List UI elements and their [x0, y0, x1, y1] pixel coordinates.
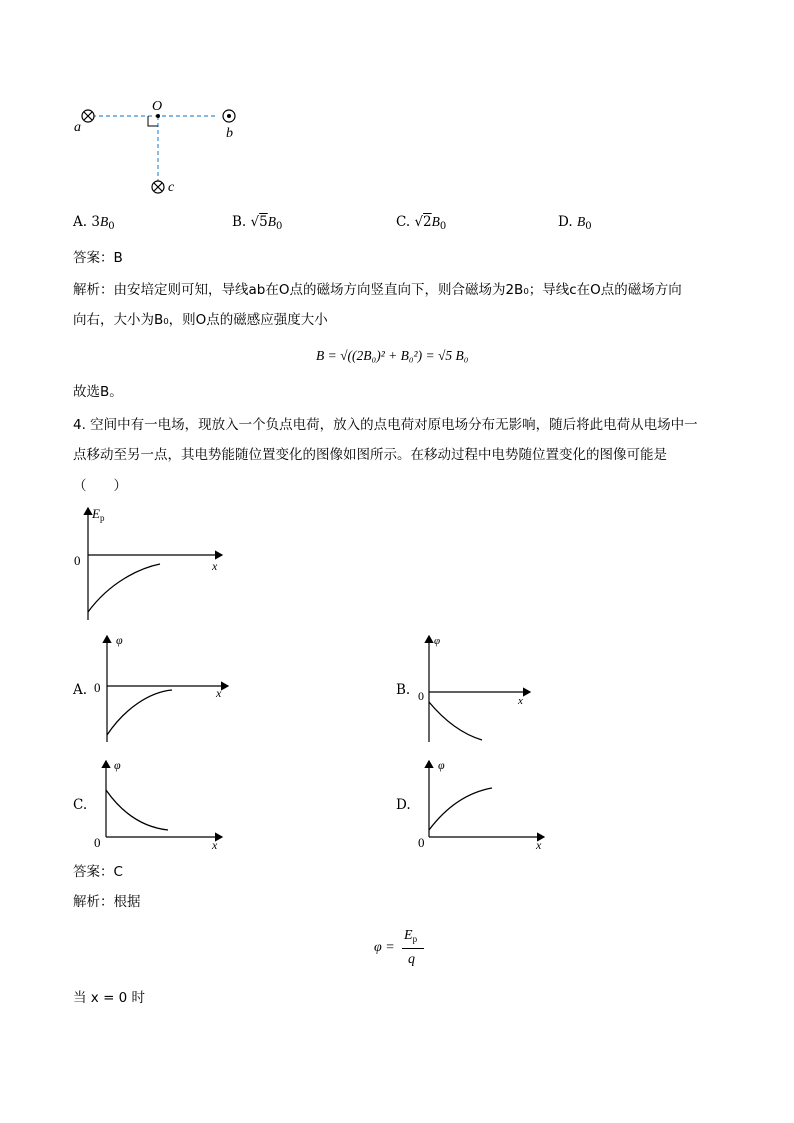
q4-option-d-label: D.: [396, 797, 411, 813]
x-label: x: [216, 686, 222, 700]
origin-label: 0: [94, 680, 101, 695]
q3-analysis-line-2: 向右，大小为B₀，则O点的磁感应强度大小: [73, 312, 328, 328]
q4-option-b-graph: [412, 630, 542, 748]
phi-curve: [107, 690, 172, 735]
q4-option-b-label: B.: [396, 682, 411, 698]
x-label: x: [536, 838, 542, 850]
q3-option-c: C. $√2B_0$: [396, 214, 447, 232]
q3-option-b: B. $√5B_0$: [232, 214, 283, 232]
fraction-bar: [402, 948, 424, 949]
y-label: $E_p$: [92, 506, 105, 523]
origin-label: 0: [418, 689, 424, 703]
ep-curve: [88, 564, 160, 612]
q3-option-a-value: $3B_0$: [91, 214, 115, 232]
q4-last-line: 当 x = 0 时: [73, 990, 146, 1006]
origin-label: 0: [94, 835, 101, 850]
phi-curve: [106, 790, 168, 830]
label-b: b: [226, 126, 233, 141]
q4-option-d-graph: [412, 755, 552, 850]
formula-numerator: $E_p$: [404, 928, 418, 944]
label-o: O: [152, 99, 163, 114]
label-c: c: [168, 180, 175, 195]
y-label: φ: [116, 633, 123, 647]
q4-formula: [374, 928, 434, 972]
q3-formula: B = √((2B₀)² + B₀²) = √5 B₀: [316, 348, 469, 363]
q3-answer: 答案：B: [73, 250, 123, 266]
wire-figure: [60, 95, 260, 205]
q3-conclusion: 故选B。: [73, 384, 123, 400]
wire-a-into-page-icon: [82, 110, 94, 122]
right-angle-mark: [148, 116, 158, 126]
formula-lhs: φ =: [374, 940, 395, 955]
x-label: x: [212, 838, 218, 850]
q4-stem-line-2: 点移动至另一点，其电势能随位置变化的图像如图所示。在移动过程中电势随位置变化的图像可能是: [73, 447, 667, 463]
origin-label: 0: [74, 553, 81, 568]
q3-option-a: A. $3B_0$: [73, 214, 115, 232]
origin-label: 0: [418, 835, 425, 850]
x-label: x: [212, 559, 218, 573]
q4-answer: 答案：C: [73, 864, 123, 880]
q4-stem-line-1: 4. 空间中有一电场，现放入一个负点电荷，放入的点电荷对原电场分布无影响，随后将此电荷从电场中一: [73, 417, 698, 433]
label-a: a: [74, 120, 81, 135]
phi-curve: [429, 788, 492, 830]
q4-analysis-line-1: 解析：根据: [73, 894, 141, 910]
point-o: [156, 114, 160, 118]
q3-analysis-line-1: 解析：由安培定则可知，导线ab在O点的磁场方向竖直向下，则合磁场为2B₀；导线c在O点的磁场方向: [73, 282, 682, 298]
wire-b-out-of-page-icon: [223, 110, 235, 122]
x-label: x: [518, 695, 523, 707]
y-label: φ: [434, 635, 441, 647]
q4-option-a-graph: [90, 630, 240, 748]
q3-option-d: D. $B_0$: [558, 214, 592, 232]
q4-option-c-label: C.: [73, 797, 88, 813]
phi-curve: [429, 702, 482, 740]
q4-option-a-label: A.: [73, 682, 88, 698]
y-label: φ: [114, 758, 121, 772]
formula-denominator: q: [408, 952, 415, 967]
q4-ep-graph: [70, 502, 230, 627]
q4-stem-line-3: （ ）: [73, 478, 127, 494]
wire-c-into-page-icon: [152, 181, 164, 193]
y-label: φ: [438, 758, 445, 772]
q4-option-c-graph: [90, 755, 230, 850]
